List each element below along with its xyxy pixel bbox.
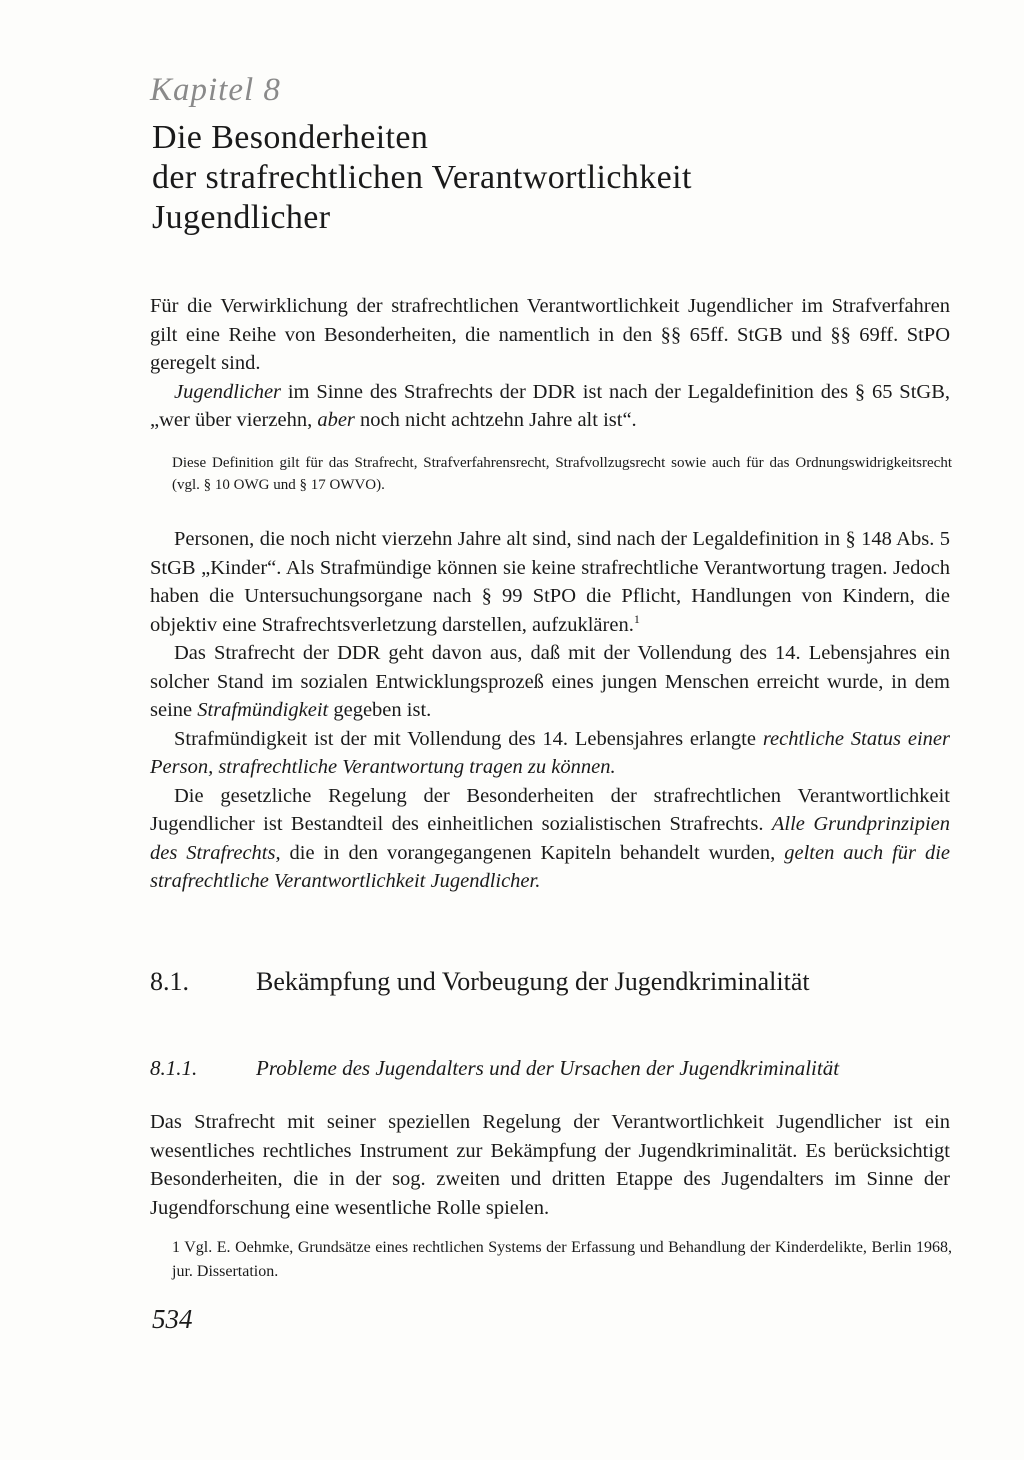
subsection-number: 8.1.1. [150, 1056, 198, 1080]
section-title: Bekämpfung und Vorbeugung der Jugendkriminalität [256, 967, 810, 996]
chapter-title-line-3: Jugendlicher [152, 199, 331, 236]
subsection-title: Probleme des Jugendalters und der Ursachen der Jugendkriminalität [256, 1056, 840, 1080]
footnote-reference[interactable]: 1 [633, 611, 640, 626]
emphasis-status: rechtliche Status einer Person, strafrechtliche Verantwortung tragen zu können. [150, 727, 950, 778]
page-number: 534 [152, 1304, 193, 1334]
section-heading [150, 967, 950, 997]
main-paragraph-1: Personen, die noch nicht vierzehn Jahre alt sind, sind nach der Legaldefinition in § 148 Abs. 5 StGB „Kinder“. Als Strafmündige können sie keine strafrechtliche Verantwortung tragen. Jedoch haben die Untersuchungsorgane nach § 99 StPO die Pflicht, Handlungen von Kindern, die objektiv eine Strafrechtsverletzung darstellen, aufzuklären.$^1$ [150, 528, 950, 636]
emphasis-grundprinzipien: Alle Grundprinzipien des Strafrechts, [150, 813, 950, 864]
main-paragraph-4: Die gesetzliche Regelung der Besonderheiten der strafrechtlichen Verantwortlichkeit Jugendlicher ist Bestandteil des einheitlichen sozialistischen Strafrechts. Alle Grundprinzipien des Strafrechts, die in den vorangegangenen Kapiteln behandelt wurden, gelten auch für die strafrechtliche Verantwortlichkeit Jugendlicher. [150, 784, 950, 892]
intro-paragraph-1: Für die Verwirklichung der strafrechtlichen Verantwortlichkeit Jugendlicher im Strafverfahren gilt eine Reihe von Besonderheiten, die namentlich in den §§ 65ff. StGB und §§ 69ff. StPO geregelt sind. [150, 295, 950, 374]
chapter-label: Kapitel 8 [150, 72, 281, 108]
chapter-title-line-2: der strafrechtlichen Verantwortlichkeit [152, 159, 692, 196]
footnote [172, 1236, 952, 1284]
emphasis-aber: aber [317, 409, 355, 431]
definition-note [172, 452, 952, 496]
closing-paragraph-1: Das Strafrecht mit seiner speziellen Regelung der Verantwortlichkeit Jugendlicher ist ein wesentliches rechtliches Instrument zur Bekämpfung der Jugendkriminalität. Es berücksichtigt Besonderheiten, die in der sog. zweiten und dritten Etappe des Jugendalters im Sinne der Jugendforschung eine wesentliche Rolle spielen. [150, 1111, 950, 1219]
section-number: 8.1. [150, 967, 189, 996]
emphasis-gelten: gelten auch für die strafrechtliche Verantwortlichkeit Jugendlicher. [150, 841, 950, 892]
emphasis-strafmuendigkeit: Strafmündigkeit [197, 699, 329, 721]
term-jugendlicher: Jugendlicher [174, 380, 282, 403]
intro-paragraph-2: Jugendlicher im Sinne des Strafrechts der DDR ist nach der Legaldefinition des § 65 StGB, „wer über vierzehn, aber noch nicht achtzehn Jahre alt ist“. [150, 380, 950, 431]
subsection-heading [150, 1056, 960, 1081]
main-paragraph-3: Strafmündigkeit ist der mit Vollendung des 14. Lebensjahres erlangte rechtliche Status einer Person, strafrechtliche Verantwortung tragen zu können. [150, 727, 950, 778]
main-paragraph-2: Das Strafrecht der DDR geht davon aus, daß mit der Vollendung des 14. Lebensjahres ein solcher Stand im sozialen Entwicklungsprozeß eines jungen Menschen erreicht wurde, in dem seine Strafmündigkeit gegeben ist. [150, 642, 950, 721]
chapter-title [152, 118, 952, 238]
intro-text [150, 292, 950, 435]
definition-note-text: Diese Definition gilt für das Strafrecht, Strafverfahrensrecht, Strafvollzugsrecht sowie auch für das Ordnungswidrigkeitsrecht (vgl. § 10 OWG und § 17 OWVO). [172, 455, 952, 493]
main-text [150, 525, 950, 896]
chapter-title-line-1: Die Besonderheiten [152, 119, 429, 156]
closing-text [150, 1108, 950, 1222]
footnote-text: 1 Vgl. E. Oehmke, Grundsätze eines rechtlichen Systems der Erfassung und Behandlung der Kinderdelikte, Berlin 1968, jur. Dissertation. [172, 1239, 952, 1280]
